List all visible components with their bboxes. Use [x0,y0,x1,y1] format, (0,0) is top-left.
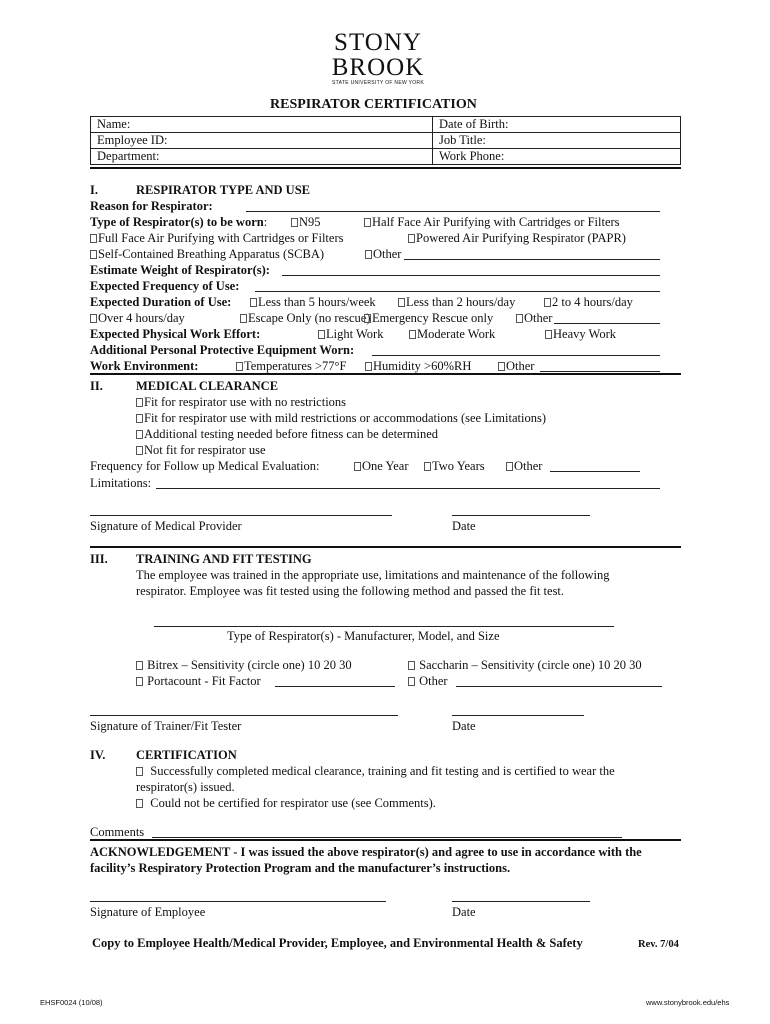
duration-over4[interactable]: Over 4 hours/day [90,311,185,326]
checkbox-icon[interactable] [516,314,523,323]
checkbox-icon[interactable] [408,677,415,686]
checkbox-icon[interactable] [544,298,551,307]
clearance-option-3[interactable]: Additional testing needed before fitness can be determined [136,427,438,442]
reason-label: Reason for Respirator: [90,199,213,213]
trainer-date-label: Date [452,719,476,733]
portacount-field[interactable] [275,686,395,687]
checkbox-icon[interactable] [364,314,371,323]
duration-other-field[interactable] [554,323,660,324]
checkbox-icon[interactable] [354,462,361,471]
divider [90,839,681,841]
fit-other-field[interactable] [456,686,662,687]
checkbox-icon[interactable] [408,234,415,243]
type-other[interactable]: Other [365,247,401,262]
checkbox-icon[interactable] [250,298,257,307]
respirator-type-field[interactable] [154,626,614,627]
checkbox-icon[interactable] [364,218,371,227]
employee-id-field[interactable]: Employee ID: [91,133,433,149]
type-full-face[interactable]: Full Face Air Purifying with Cartridges or Filters [90,231,343,246]
type-half-face[interactable]: Half Face Air Purifying with Cartridges or Filters [364,215,620,230]
medical-signature-line[interactable] [90,515,392,516]
trainer-date-line[interactable] [452,715,584,716]
env-temp[interactable]: Temperatures >77°F [236,359,346,374]
clearance-option-4[interactable]: Not fit for respirator use [136,443,266,458]
effort-moderate[interactable]: Moderate Work [409,327,495,342]
section4-title: CERTIFICATION [136,748,237,762]
frequency-label: Expected Frequency of Use: [90,279,240,293]
type-row [90,215,267,230]
duration-label: Expected Duration of Use: [90,295,232,309]
trainer-signature-line[interactable] [90,715,398,716]
medical-date-line[interactable] [452,515,590,516]
duration-escape[interactable]: Escape Only (no rescue) [240,311,371,326]
employee-date-label: Date [452,905,476,919]
limitations-field[interactable] [156,488,660,489]
duration-lt5w[interactable]: Less than 5 hours/week [250,295,376,310]
acknowledgement-line1: ACKNOWLEDGEMENT - I was issued the above respirator(s) and agree to use in accordance with the [90,845,642,859]
employee-date-line[interactable] [452,901,590,902]
checkbox-icon[interactable] [136,677,143,686]
section3-number: III. [90,552,108,566]
section1-title: RESPIRATOR TYPE AND USE [136,183,310,197]
employee-signature-label: Signature of Employee [90,905,206,919]
checkbox-icon[interactable] [136,767,143,776]
fit-saccharin[interactable]: Saccharin – Sensitivity (circle one) 10 20 30 [408,658,642,673]
cert-option-1[interactable]: Successfully completed medical clearance, training and fit testing and is certified to wear the [136,764,615,779]
env-label: Work Environment: [90,359,199,373]
type-scba[interactable]: Self-Contained Breathing Apparatus (SCBA) [90,247,324,262]
clearance-option-2[interactable]: Fit for respirator use with mild restrictions or accommodations (see Limitations) [136,411,546,426]
website: www.stonybrook.edu/ehs [646,998,730,1007]
checkbox-icon[interactable] [90,314,97,323]
type-n95[interactable]: N95 [291,215,321,230]
divider [90,373,681,375]
medical-date-label: Date [452,519,476,533]
followup-other-field[interactable] [550,471,640,472]
weight-label: Estimate Weight of Respirator(s): [90,263,270,277]
checkbox-icon[interactable] [506,462,513,471]
divider [90,167,681,169]
logo-line1: STONY [334,29,422,56]
ppe-field[interactable] [372,355,660,356]
section1-number: I. [90,183,98,197]
form-code: EHSF0024 (10/08) [40,998,103,1007]
checkbox-icon[interactable] [136,414,143,423]
checkbox-icon[interactable] [236,362,243,371]
respirator-type-caption: Type of Respirator(s) - Manufacturer, Model, and Size [227,629,500,643]
trainer-signature-label: Signature of Trainer/Fit Tester [90,719,242,733]
fit-other[interactable]: Other [408,674,448,689]
dob-field[interactable]: Date of Birth: [433,117,681,133]
checkbox-icon[interactable] [409,330,416,339]
checkbox-icon[interactable] [136,799,143,808]
section3-title: TRAINING AND FIT TESTING [136,552,312,566]
logo-tagline: STATE UNIVERSITY OF NEW YORK [332,80,424,86]
type-label: Type of Respirator(s) to be worn [90,215,264,229]
env-other-field[interactable] [540,371,660,372]
effort-light[interactable]: Light Work [318,327,383,342]
medical-signature-label: Signature of Medical Provider [90,519,242,533]
training-text-2: respirator. Employee was fit tested using the following method and passed the fit test. [136,584,565,598]
comments-label: Comments [90,825,145,839]
cert-option-1-cont: respirator(s) issued. [136,780,235,794]
name-field[interactable]: Name: [91,117,433,133]
divider [90,546,681,548]
form-title: RESPIRATOR CERTIFICATION [270,97,477,112]
checkbox-icon[interactable] [136,398,143,407]
type-other-field[interactable] [404,259,660,260]
job-title-field[interactable]: Job Title: [433,133,681,149]
employee-signature-line[interactable] [90,901,386,902]
comments-field[interactable] [152,837,622,838]
fit-portacount[interactable]: Portacount - Fit Factor [136,674,261,689]
acknowledgement-line2: facility’s Respiratory Protection Program and the manufacturer’s instructions. [90,861,511,875]
fit-bitrex[interactable]: Bitrex – Sensitivity (circle one) 10 20 30 [136,658,352,673]
checkbox-icon[interactable] [90,250,97,259]
section2-title: MEDICAL CLEARANCE [136,379,279,393]
type-papr[interactable]: Powered Air Purifying Respirator (PAPR) [408,231,626,246]
effort-label: Expected Physical Work Effort: [90,327,261,341]
checkbox-icon[interactable] [408,661,415,670]
reason-field[interactable] [246,211,660,212]
logo-line2: BROOK [331,54,425,81]
effort-heavy[interactable]: Heavy Work [545,327,616,342]
checkbox-icon[interactable] [136,446,143,455]
checkbox-icon[interactable] [398,298,405,307]
limitations-label: Limitations: [90,476,152,490]
env-other[interactable]: Other [498,359,534,374]
checkbox-icon[interactable] [136,430,143,439]
checkbox-icon[interactable] [90,234,97,243]
section4-number: IV. [90,748,106,762]
department-field[interactable]: Department: [91,149,433,165]
university-logo [318,30,438,86]
section2-number: II. [90,379,103,393]
checkbox-icon[interactable] [498,362,505,371]
followup-two-years[interactable]: Two Years [424,459,485,474]
checkbox-icon[interactable] [424,462,431,471]
checkbox-icon[interactable] [291,218,298,227]
clearance-option-1[interactable]: Fit for respirator use with no restrictions [136,395,346,410]
checkbox-icon[interactable] [318,330,325,339]
followup-other[interactable]: Other [506,459,542,474]
followup-one-year[interactable]: One Year [354,459,409,474]
training-text-1: The employee was trained in the appropriate use, limitations and maintenance of the following [136,568,610,582]
weight-field[interactable] [282,275,660,276]
copy-distribution: Copy to Employee Health/Medical Provider, Employee, and Environmental Health & Safety [92,936,583,950]
employee-info-table [90,116,681,165]
frequency-field[interactable] [255,291,660,292]
duration-lt2d[interactable]: Less than 2 hours/day [398,295,515,310]
duration-2to4[interactable]: 2 to 4 hours/day [544,295,633,310]
followup-label: Frequency for Follow up Medical Evaluation: [90,459,320,473]
ppe-label: Additional Personal Protective Equipment Worn: [90,343,355,357]
checkbox-icon[interactable] [136,661,143,670]
checkbox-icon[interactable] [365,362,372,371]
checkbox-icon[interactable] [365,250,372,259]
revision: Rev. 7/04 [638,939,679,950]
cert-option-2[interactable]: Could not be certified for respirator use (see Comments). [136,796,436,811]
env-humidity[interactable]: Humidity >60%RH [365,359,471,374]
checkbox-icon[interactable] [545,330,552,339]
duration-rescue[interactable]: Emergency Rescue only [364,311,493,326]
checkbox-icon[interactable] [240,314,247,323]
work-phone-field[interactable]: Work Phone: [433,149,681,165]
type-colon: : [263,215,268,229]
duration-other[interactable]: Other [516,311,552,326]
